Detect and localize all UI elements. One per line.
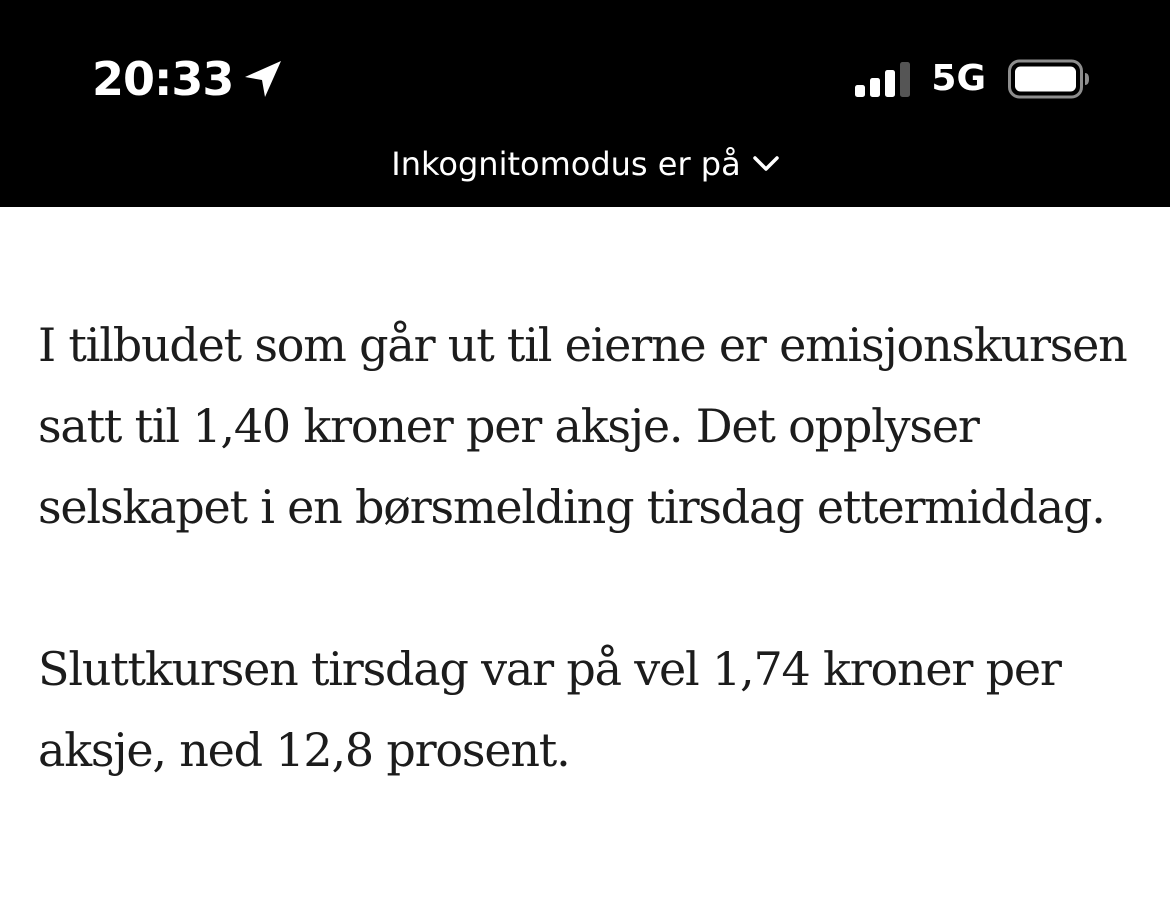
cellular-signal-icon: [855, 59, 913, 99]
incognito-toggle[interactable]: [0, 145, 1170, 183]
time-group: [92, 50, 285, 108]
battery-icon: [1008, 59, 1090, 99]
chevron-down-icon: [753, 155, 779, 173]
incognito-label: Inkognitomodus er på: [391, 145, 741, 183]
status-right-group: [855, 55, 1090, 103]
location-arrow-icon: [241, 57, 285, 101]
article-paragraph: Sluttkursen tirsdag var på vel 1,74 kroner per aksje, ned 12,8 prosent.: [38, 642, 1061, 777]
network-type: 5G: [931, 58, 986, 99]
article-body: [38, 305, 1138, 872]
status-bar: [0, 0, 1170, 207]
status-time: 20:33: [92, 52, 234, 106]
article-paragraph: I tilbudet som går ut til eierne er emisjonskursen satt til 1,40 kroner per aksje. Det opplyser selskapet i en børsmelding tirsdag ettermiddag.: [38, 318, 1127, 534]
